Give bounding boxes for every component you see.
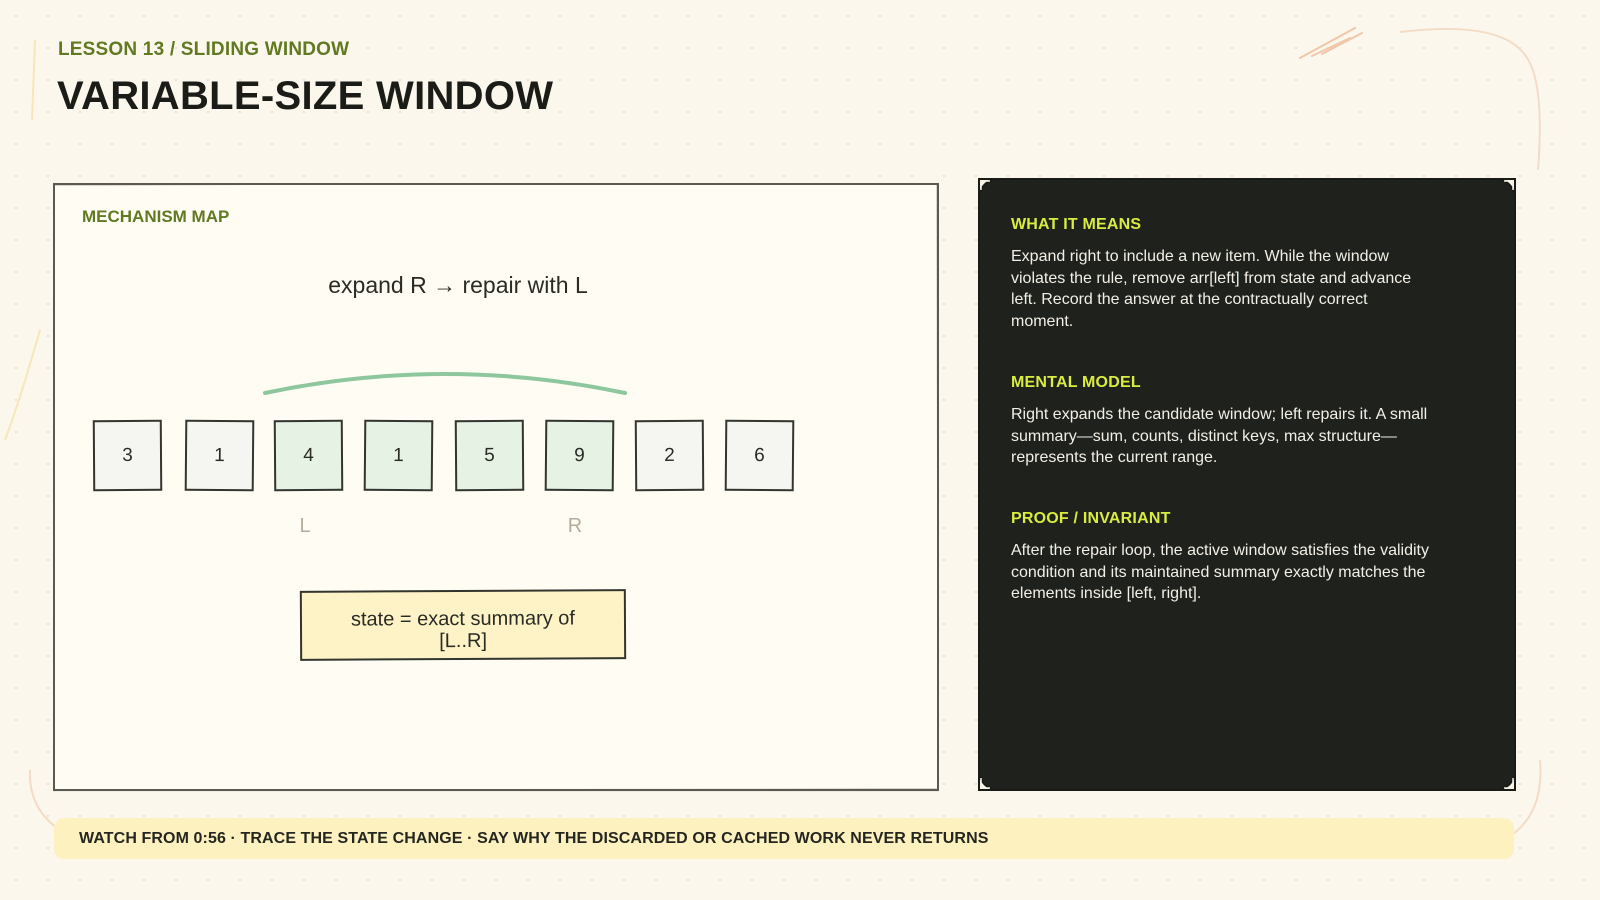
mechanism-formula: expand R → repair with L: [328, 272, 588, 298]
lesson-eyebrow: LESSON 13 / SLIDING WINDOW: [58, 39, 350, 60]
section-proof-invariant: [1011, 510, 1431, 605]
explanation-panel: [980, 180, 1514, 789]
section-body: Right expands the candidate window; left repairs it. A small summary—sum, counts, distinct keys, max structure—represents the current range.: [1011, 406, 1428, 466]
section-heading: MENTAL MODEL: [1011, 374, 1141, 391]
section-body: After the repair loop, the active window satisfies the validity condition and its maintained summary exactly matches the elements inside [left, right].: [1011, 542, 1429, 602]
section-heading: WHAT IT MEANS: [1011, 216, 1142, 233]
footer-instruction-banner: [54, 818, 1514, 859]
section-body: Expand right to include a new item. While the window violates the rule, remove arr[left] from state and advance left. Record the answer at the contractually correct moment.: [1011, 248, 1412, 330]
array-cell: 1: [185, 420, 255, 492]
section-heading: PROOF / INVARIANT: [1011, 510, 1171, 527]
left-pointer-label: L: [299, 515, 311, 537]
mechanism-map-label: MECHANISM MAP: [82, 207, 230, 226]
right-pointer-label: R: [567, 515, 583, 537]
mechanism-map-panel: [53, 183, 939, 791]
array-cell: 4: [274, 420, 343, 491]
section-what-it-means: [1011, 216, 1431, 332]
array-cell: 2: [635, 420, 704, 491]
footer-text: WATCH FROM 0:56 · TRACE THE STATE CHANGE · SAY WHY THE DISCARDED OR CACHED WORK NEVER RETURNS: [79, 829, 989, 847]
page-title: VARIABLE-SIZE WINDOW: [57, 74, 554, 118]
array-cell: 6: [725, 420, 795, 492]
array-cell: 9: [545, 420, 615, 492]
state-summary-box: state = exact summary of [L..R]: [300, 589, 626, 661]
section-mental-model: [1011, 374, 1431, 469]
array-cell: 5: [455, 420, 524, 491]
array-cell: 1: [364, 420, 434, 492]
array-cells: [55, 185, 935, 585]
array-cell: 3: [93, 420, 162, 491]
